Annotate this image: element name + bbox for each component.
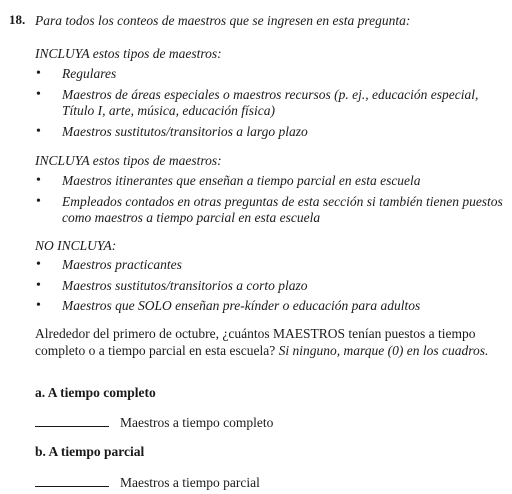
full-time-count-field[interactable] bbox=[35, 414, 109, 427]
list-item bbox=[35, 66, 507, 83]
full-time-label: Maestros a tiempo completo bbox=[120, 415, 274, 430]
part-b-heading: b. A tiempo parcial bbox=[35, 444, 145, 459]
list-item-text: Maestros que SOLO enseñan pre-kínder o educación para adultos bbox=[62, 298, 421, 313]
list-item-text: Maestros sustitutos/transitorios a corto plazo bbox=[62, 277, 308, 293]
prompt-main: Alrededor del primero de octubre, ¿cuántos MAESTROS tenían puestos a tiempo completo o a tiempo parcial en esta escuela? bbox=[35, 326, 476, 358]
list-item-text: Regulares bbox=[62, 66, 117, 81]
part-a-answer-row bbox=[35, 414, 273, 431]
include-list-1 bbox=[35, 66, 507, 144]
include-heading-2: INCLUYA estos tipos de maestros: bbox=[35, 153, 222, 168]
prompt-instruction: Si ninguno, marque (0) en los cuadros. bbox=[278, 342, 489, 358]
part-time-label: Maestros a tiempo parcial bbox=[120, 475, 260, 490]
list-item-text: Maestros sustitutos/transitorios a largo plazo bbox=[62, 123, 308, 139]
list-item bbox=[35, 298, 507, 315]
part-time-count-field[interactable] bbox=[35, 474, 109, 487]
include-list-2 bbox=[35, 173, 507, 231]
exclude-heading: NO INCLUYA: bbox=[35, 238, 117, 253]
bullet-icon: • bbox=[36, 86, 41, 102]
part-b-answer-row bbox=[35, 474, 260, 491]
list-item bbox=[35, 278, 507, 295]
list-item bbox=[35, 173, 507, 190]
list-item bbox=[35, 257, 507, 274]
list-item-text: Empleados contados en otras preguntas de esta sección si también tienen puestos como maestros a tiempo parcial en esta escuela bbox=[62, 193, 503, 225]
bullet-icon: • bbox=[36, 123, 41, 139]
exclude-list bbox=[35, 257, 507, 319]
list-item-text: Maestros itinerantes que enseñan a tiempo parcial en esta escuela bbox=[62, 173, 421, 188]
part-a-heading: a. A tiempo completo bbox=[35, 385, 156, 400]
list-item-text: Maestros de áreas especiales o maestros recursos (p. ej., educación especial, Título I, arte, música, educación física) bbox=[62, 86, 479, 118]
list-item-text: Maestros practicantes bbox=[62, 257, 182, 272]
bullet-icon: • bbox=[36, 193, 41, 209]
bullet-icon: • bbox=[36, 173, 41, 188]
bullet-icon: • bbox=[36, 66, 41, 81]
question-number: 18. bbox=[9, 12, 26, 27]
question-text: Para todos los conteos de maestros que se ingresen en esta pregunta: bbox=[35, 13, 411, 28]
prompt-paragraph bbox=[35, 326, 505, 359]
bullet-icon: • bbox=[36, 257, 41, 272]
bullet-icon: • bbox=[36, 277, 41, 293]
list-item bbox=[35, 194, 507, 227]
list-item bbox=[35, 124, 507, 141]
list-item bbox=[35, 87, 507, 120]
bullet-icon: • bbox=[36, 298, 41, 313]
include-heading-1: INCLUYA estos tipos de maestros: bbox=[35, 46, 222, 61]
